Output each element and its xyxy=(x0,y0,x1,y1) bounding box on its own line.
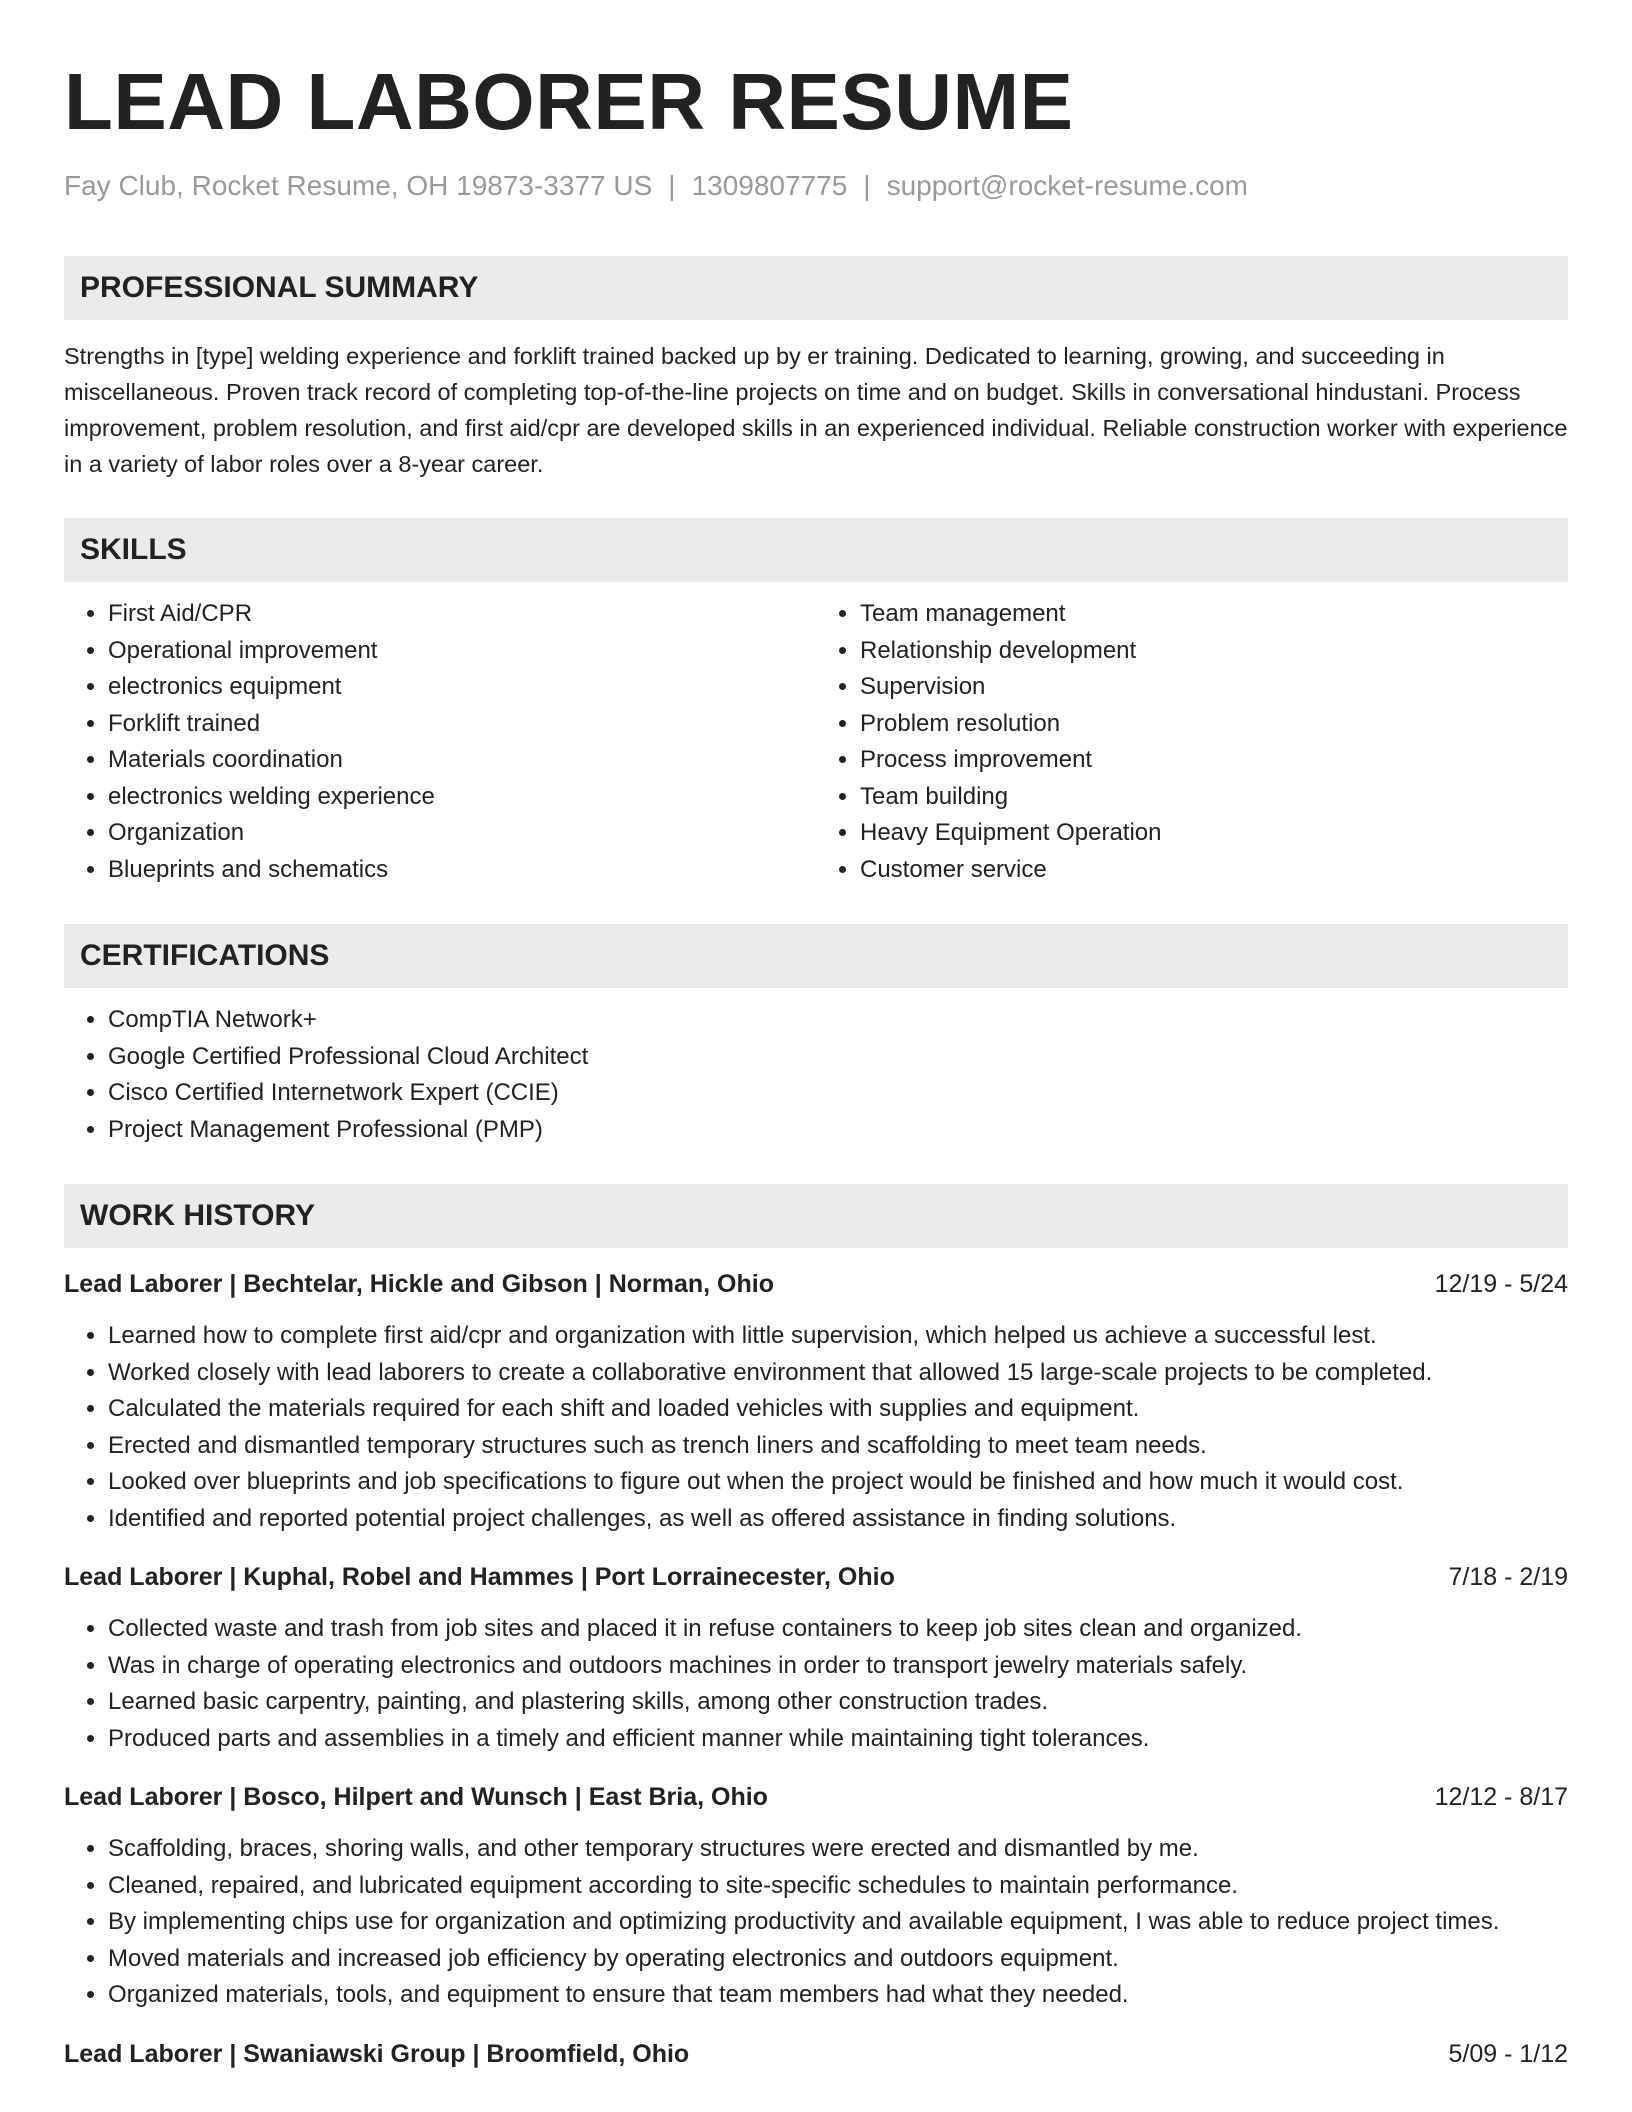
contact-address: Fay Club, Rocket Resume, OH 19873-3377 US xyxy=(64,170,653,201)
job-dates: 5/09 - 1/12 xyxy=(1448,2039,1568,2068)
job-title: Lead Laborer | Kuphal, Robel and Hammes | Port Lorrainecester, Ohio xyxy=(64,1563,895,1591)
job-dates: 12/19 - 5/24 xyxy=(1434,1270,1568,1298)
skill-item: • Customer service xyxy=(860,852,1568,889)
job-bullet: • Cleaned, repaired, and lubricated equipment according to site-specific schedules to maintain performance. xyxy=(108,1868,1568,1905)
job-bullets xyxy=(64,1611,1568,1757)
job-bullet: • Identified and reported potential project challenges, as well as offered assistance in finding solutions. xyxy=(108,1501,1568,1538)
job-bullet: • Learned how to complete first aid/cpr and organization with little supervision, which helped us achieve a successful lest. xyxy=(108,1318,1568,1355)
job-bullet: • Calculated the materials required for each shift and loaded vehicles with supplies and equipment. xyxy=(108,1391,1568,1428)
job-bullet: • Learned basic carpentry, painting, and plastering skills, among other construction trades. xyxy=(108,1684,1568,1721)
job-title: Lead Laborer | Swaniawski Group | Broomfield, Ohio xyxy=(64,2039,690,2068)
skill-item: • Blueprints and schematics xyxy=(108,852,816,889)
skill-item: • Problem resolution xyxy=(860,706,1568,743)
job-entry xyxy=(64,2036,1568,2072)
contact-phone: 1309807775 xyxy=(691,170,848,201)
certifications-heading: CERTIFICATIONS xyxy=(64,924,1568,988)
contact-separator: | xyxy=(668,170,676,201)
job-title: Lead Laborer | Bosco, Hilpert and Wunsch | East Bria, Ohio xyxy=(64,1783,768,1811)
contact-line xyxy=(64,166,1568,206)
skill-item: • Operational improvement xyxy=(108,633,816,670)
skills-list-left xyxy=(64,596,816,888)
skill-item: • Team management xyxy=(860,596,1568,633)
job-bullet: • Worked closely with lead laborers to create a collaborative environment that allowed 15 large-scale projects to be completed. xyxy=(108,1355,1568,1392)
job-dates: 12/12 - 8/17 xyxy=(1434,1783,1568,1811)
work-history xyxy=(64,1266,1568,2072)
skills-heading: SKILLS xyxy=(64,518,1568,582)
job-bullet: • Collected waste and trash from job sites and placed it in refuse containers to keep job sites clean and organized. xyxy=(108,1611,1568,1648)
certification-item: • Project Management Professional (PMP) xyxy=(108,1112,1568,1149)
contact-separator: | xyxy=(863,170,871,201)
job-bullet: • Looked over blueprints and job specifications to figure out when the project would be finished and how much it would cost. xyxy=(108,1464,1568,1501)
job-entry xyxy=(64,1779,1568,2014)
work-history-heading: WORK HISTORY xyxy=(64,1184,1568,1248)
job-bullets xyxy=(64,1318,1568,1537)
certification-item: • Google Certified Professional Cloud Architect xyxy=(108,1039,1568,1076)
job-bullet: • Was in charge of operating electronics and outdoors machines in order to transport jewelry materials safely. xyxy=(108,1648,1568,1685)
summary-text: Strengths in [type] welding experience and forklift trained backed up by er training. Dedicated to learning, growing, and succeeding in miscellaneous. Proven track record of completing top-of-the-line projects on time and on budget. Skills in conversational hindustani. Process improvement, problem resolution, and first aid/cpr are developed skills in an experienced individual. Reliable construction worker with experience in a variety of labor roles over a 8-year career. xyxy=(64,343,1568,477)
job-header xyxy=(64,1266,1568,1302)
job-title: Lead Laborer | Bechtelar, Hickle and Gibson | Norman, Ohio xyxy=(64,1270,774,1298)
resume-title: LEAD LABORER RESUME xyxy=(64,57,1074,146)
job-bullet: • Moved materials and increased job efficiency by operating electronics and outdoors equipment. xyxy=(108,1941,1568,1978)
skill-item: • Relationship development xyxy=(860,633,1568,670)
skill-item: • Forklift trained xyxy=(108,706,816,743)
skills-columns xyxy=(64,582,1568,888)
job-bullet: • Scaffolding, braces, shoring walls, and other temporary structures were erected and dismantled by me. xyxy=(108,1831,1568,1868)
skill-item: • Team building xyxy=(860,779,1568,816)
skill-item: • electronics welding experience xyxy=(108,779,816,816)
job-bullet: • Erected and dismantled temporary structures such as trench liners and scaffolding to meet team needs. xyxy=(108,1428,1568,1465)
skill-item: • Process improvement xyxy=(860,742,1568,779)
skill-item: • Heavy Equipment Operation xyxy=(860,815,1568,852)
skill-item: • Supervision xyxy=(860,669,1568,706)
job-bullet: • Produced parts and assemblies in a timely and efficient manner while maintaining tight tolerances. xyxy=(108,1721,1568,1758)
skill-item: • First Aid/CPR xyxy=(108,596,816,633)
skill-item: • Organization xyxy=(108,815,816,852)
job-header xyxy=(64,1779,1568,1815)
job-bullets xyxy=(64,1831,1568,2014)
skill-item: • Materials coordination xyxy=(108,742,816,779)
job-dates: 7/18 - 2/19 xyxy=(1448,1563,1568,1591)
skill-item: • electronics equipment xyxy=(108,669,816,706)
job-header xyxy=(64,1559,1568,1595)
contact-email: support@rocket-resume.com xyxy=(886,170,1249,201)
certifications-list xyxy=(64,1002,1568,1148)
skills-list-right xyxy=(816,596,1568,888)
job-bullet: • Organized materials, tools, and equipment to ensure that team members had what they needed. xyxy=(108,1977,1568,2014)
certification-item: • Cisco Certified Internetwork Expert (CCIE) xyxy=(108,1075,1568,1112)
job-header xyxy=(64,2036,1568,2072)
job-entry xyxy=(64,1559,1568,1757)
summary-heading: PROFESSIONAL SUMMARY xyxy=(64,256,1568,320)
job-entry xyxy=(64,1266,1568,1537)
job-bullet: • By implementing chips use for organization and optimizing productivity and available equipment, I was able to reduce project times. xyxy=(108,1904,1568,1941)
certification-item: • CompTIA Network+ xyxy=(108,1002,1568,1039)
